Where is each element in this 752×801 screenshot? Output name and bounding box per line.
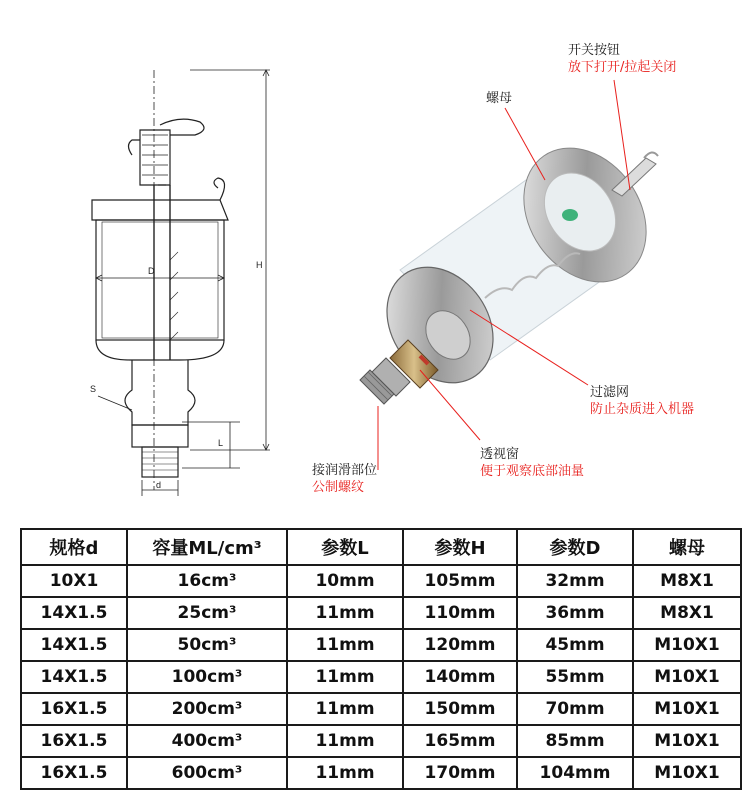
cell-capacity: 600cm³	[127, 757, 287, 789]
cell-param-d: 32mm	[517, 565, 633, 597]
table-row	[21, 661, 741, 693]
cell-capacity: 200cm³	[127, 693, 287, 725]
cell-capacity: 100cm³	[127, 661, 287, 693]
dim-s-label: S	[90, 384, 97, 394]
callout-nut	[486, 90, 512, 107]
cell-spec: 14X1.5	[21, 597, 127, 629]
cell-param-l: 11mm	[287, 693, 403, 725]
table-row	[21, 757, 741, 789]
cell-nut: M10X1	[633, 661, 741, 693]
cell-param-h: 150mm	[403, 693, 517, 725]
cell-nut: M10X1	[633, 725, 741, 757]
cell-param-l: 11mm	[287, 597, 403, 629]
cell-nut: M10X1	[633, 757, 741, 789]
callout-nut-title: 螺母	[486, 91, 513, 106]
cell-capacity: 25cm³	[127, 597, 287, 629]
cell-param-h: 140mm	[403, 661, 517, 693]
cell-param-h: 165mm	[403, 725, 517, 757]
dim-h-label: H	[256, 260, 263, 270]
header-capacity: 容量ML/cm³	[127, 529, 287, 565]
cell-param-h: 110mm	[403, 597, 517, 629]
cell-spec: 16X1.5	[21, 725, 127, 757]
cell-param-d: 85mm	[517, 725, 633, 757]
header-param-l: 参数L	[287, 529, 403, 565]
cell-param-l: 11mm	[287, 757, 403, 789]
callout-window-title: 透视窗	[480, 447, 520, 462]
table-header-row	[21, 529, 741, 565]
callout-window	[480, 446, 584, 480]
cell-nut: M8X1	[633, 597, 741, 629]
table-row	[21, 597, 741, 629]
cell-param-h: 170mm	[403, 757, 517, 789]
callout-filter-note: 防止杂质进入机器	[590, 402, 695, 417]
cell-capacity: 16cm³	[127, 565, 287, 597]
cell-param-h: 105mm	[403, 565, 517, 597]
callout-thread-title: 接润滑部位	[312, 463, 378, 478]
cell-param-h: 120mm	[403, 629, 517, 661]
cell-param-l: 10mm	[287, 565, 403, 597]
header-param-d: 参数D	[517, 529, 633, 565]
callout-thread	[312, 462, 377, 496]
table-row	[21, 693, 741, 725]
dim-d-upper-label: D	[148, 266, 155, 276]
cell-nut: M10X1	[633, 693, 741, 725]
callout-switch-note: 放下打开/拉起关闭	[568, 60, 677, 75]
header-spec: 规格d	[21, 529, 127, 565]
cell-spec: 16X1.5	[21, 757, 127, 789]
header-param-h: 参数H	[403, 529, 517, 565]
cell-nut: M10X1	[633, 629, 741, 661]
cell-param-l: 11mm	[287, 725, 403, 757]
table-row	[21, 629, 741, 661]
cell-spec: 10X1	[21, 565, 127, 597]
spec-table	[20, 528, 742, 790]
product-photo	[300, 40, 752, 510]
header-nut: 螺母	[633, 529, 741, 565]
table-row	[21, 725, 741, 757]
callout-filter	[590, 384, 694, 418]
callout-thread-note: 公制螺纹	[312, 480, 365, 495]
cell-param-d: 70mm	[517, 693, 633, 725]
cell-spec: 16X1.5	[21, 693, 127, 725]
callout-switch-title: 开关按钮	[568, 43, 621, 58]
cell-capacity: 50cm³	[127, 629, 287, 661]
technical-drawing	[70, 60, 290, 500]
cell-spec: 14X1.5	[21, 661, 127, 693]
callout-window-note: 便于观察底部油量	[480, 464, 585, 479]
dim-d-lower-label: d	[156, 480, 162, 490]
dim-l-label: L	[218, 438, 224, 448]
cell-nut: M8X1	[633, 565, 741, 597]
callout-switch	[568, 42, 676, 76]
cell-spec: 14X1.5	[21, 629, 127, 661]
callout-filter-title: 过滤网	[590, 385, 630, 400]
cell-param-d: 104mm	[517, 757, 633, 789]
cell-param-l: 11mm	[287, 629, 403, 661]
table-row	[21, 565, 741, 597]
cell-capacity: 400cm³	[127, 725, 287, 757]
cell-param-d: 36mm	[517, 597, 633, 629]
cell-param-d: 55mm	[517, 661, 633, 693]
cell-param-l: 11mm	[287, 661, 403, 693]
cell-param-d: 45mm	[517, 629, 633, 661]
